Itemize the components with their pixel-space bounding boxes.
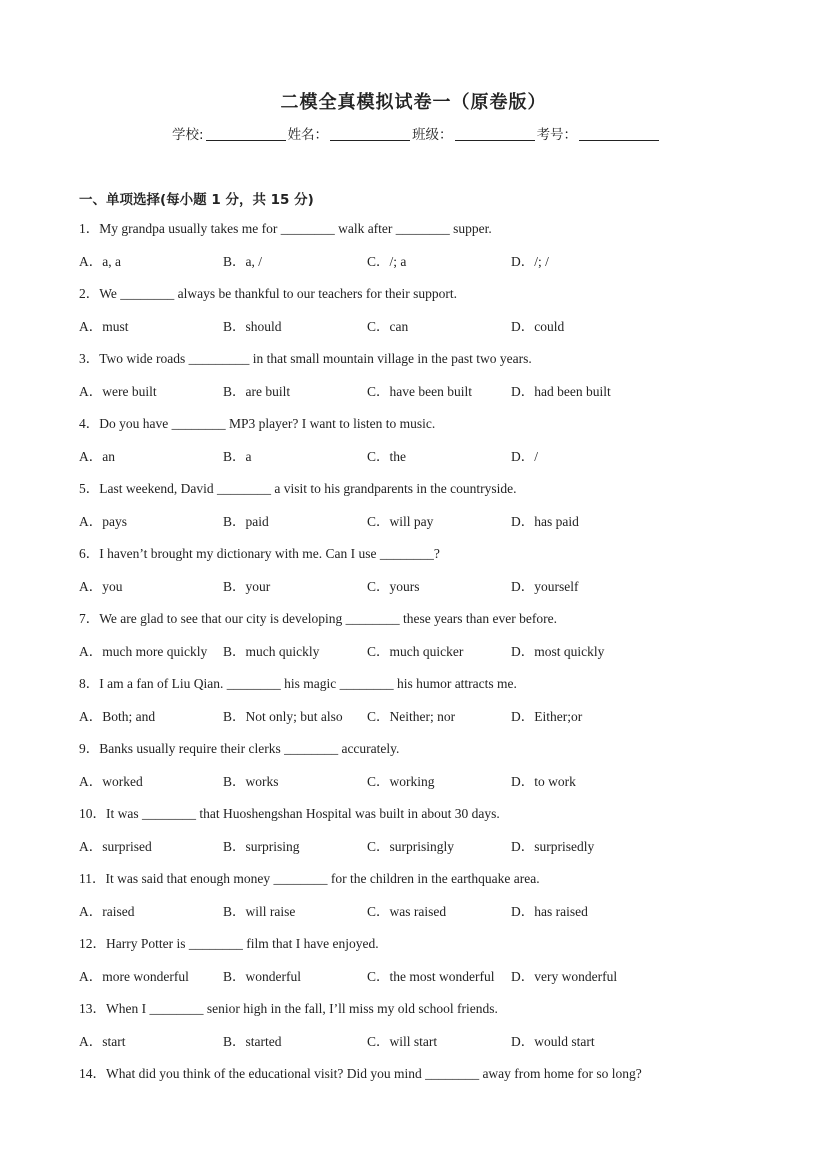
- option-a[interactable]: A．must: [79, 319, 129, 334]
- option-d[interactable]: D．has raised: [511, 904, 588, 919]
- options-row: [79, 640, 779, 658]
- option-c[interactable]: C．/; a: [367, 254, 407, 269]
- option-d[interactable]: D．/: [511, 449, 538, 464]
- question-text: 12．Harry Potter is ________ film that I have enjoyed.: [79, 936, 379, 951]
- option-c[interactable]: C．working: [367, 774, 435, 789]
- option-b[interactable]: B．a: [223, 449, 252, 464]
- option-d[interactable]: D．has paid: [511, 514, 579, 529]
- option-a[interactable]: A．were built: [79, 384, 157, 399]
- question-text: 2．We ________ always be thankful to our teachers for their support.: [79, 286, 457, 301]
- options-row: [79, 510, 779, 528]
- option-c[interactable]: C．the most wonderful: [367, 969, 495, 984]
- option-a[interactable]: A．worked: [79, 774, 143, 789]
- option-a[interactable]: A．much more quickly: [79, 644, 208, 659]
- question-text: 6．I haven’t brought my dictionary with me. Can I use ________?: [79, 546, 440, 561]
- option-d[interactable]: D．very wonderful: [511, 969, 618, 984]
- option-a[interactable]: A．Both; and: [79, 709, 156, 724]
- question-text: 13．When I ________ senior high in the fall, I’ll miss my old school friends.: [79, 1001, 498, 1016]
- page-title: 二模全真模拟试卷一（原卷版）: [280, 92, 547, 113]
- question-text: 5．Last weekend, David ________ a visit to his grandparents in the countryside.: [79, 481, 517, 496]
- options-row: [79, 445, 779, 463]
- option-a[interactable]: A．more wonderful: [79, 969, 189, 984]
- option-a[interactable]: A．start: [79, 1034, 126, 1049]
- option-d[interactable]: D．most quickly: [511, 644, 605, 659]
- option-c[interactable]: C．will pay: [367, 514, 434, 529]
- exam-number-field[interactable]: [579, 126, 659, 141]
- option-b[interactable]: B．will raise: [223, 904, 296, 919]
- option-a[interactable]: A．a, a: [79, 254, 121, 269]
- question-text: 3．Two wide roads _________ in that small mountain village in the past two years.: [79, 351, 532, 366]
- school-label: 学校:: [172, 127, 204, 143]
- option-a[interactable]: A．surprised: [79, 839, 152, 854]
- option-c[interactable]: C．can: [367, 319, 409, 334]
- options-row: [79, 835, 779, 853]
- question-text: 7．We are glad to see that our city is developing ________ these years than ever before.: [79, 611, 558, 626]
- option-c[interactable]: C．Neither; nor: [367, 709, 456, 724]
- exam-number-label: 考号：: [536, 127, 578, 143]
- option-c[interactable]: C．was raised: [367, 904, 447, 919]
- option-c[interactable]: C．the: [367, 449, 406, 464]
- option-b[interactable]: B．a, /: [223, 254, 262, 269]
- question-text: 11．It was said that enough money ________ for the children in the earthquake area.: [79, 871, 540, 886]
- section-heading: 一、单项选择(每小题 1 分，共 15 分): [79, 192, 314, 208]
- name-label: 姓名：: [287, 127, 329, 143]
- option-b[interactable]: B．Not only; but also: [223, 709, 343, 724]
- question-text: 9．Banks usually require their clerks ________ accurately.: [79, 741, 400, 756]
- option-d[interactable]: D．could: [511, 319, 565, 334]
- option-d[interactable]: D．to work: [511, 774, 576, 789]
- option-c[interactable]: C．much quicker: [367, 644, 464, 659]
- option-d[interactable]: D．surprisedly: [511, 839, 595, 854]
- option-a[interactable]: A．pays: [79, 514, 127, 529]
- school-field[interactable]: [206, 126, 286, 141]
- question-text: 4．Do you have ________ MP3 player? I want to listen to music.: [79, 416, 436, 431]
- name-field[interactable]: [330, 126, 410, 141]
- option-b[interactable]: B．paid: [223, 514, 269, 529]
- options-row: [79, 900, 779, 918]
- question-text: 8．I am a fan of Liu Qian. ________ his magic ________ his humor attracts me.: [79, 676, 517, 691]
- options-row: [79, 1030, 779, 1048]
- option-c[interactable]: C．surprisingly: [367, 839, 455, 854]
- option-c[interactable]: C．yours: [367, 579, 420, 594]
- option-d[interactable]: D．had been built: [511, 384, 611, 399]
- options-row: [79, 250, 779, 268]
- option-b[interactable]: B．works: [223, 774, 279, 789]
- option-d[interactable]: D．/; /: [511, 254, 549, 269]
- options-row: [79, 705, 779, 723]
- student-info-line: [172, 123, 661, 143]
- option-a[interactable]: A．you: [79, 579, 123, 594]
- option-b[interactable]: B．should: [223, 319, 282, 334]
- option-b[interactable]: B．are built: [223, 384, 291, 399]
- option-b[interactable]: B．started: [223, 1034, 282, 1049]
- options-row: [79, 965, 779, 983]
- option-d[interactable]: D．Either;or: [511, 709, 583, 724]
- option-d[interactable]: D．would start: [511, 1034, 595, 1049]
- question-text: 1．My grandpa usually takes me for ________ walk after ________ supper.: [79, 221, 492, 236]
- class-label: 班级：: [412, 127, 453, 143]
- options-row: [79, 315, 779, 333]
- option-d[interactable]: D．yourself: [511, 579, 579, 594]
- option-b[interactable]: B．much quickly: [223, 644, 320, 659]
- question-text: 14．What did you think of the educational visit? Did you mind ________ away from home for so long?: [79, 1066, 642, 1081]
- option-b[interactable]: B．wonderful: [223, 969, 301, 984]
- options-row: [79, 380, 779, 398]
- option-b[interactable]: B．your: [223, 579, 271, 594]
- option-b[interactable]: B．surprising: [223, 839, 300, 854]
- question-text: 10．It was ________ that Huoshengshan Hospital was built in about 30 days.: [79, 806, 500, 821]
- options-row: [79, 770, 779, 788]
- option-a[interactable]: A．raised: [79, 904, 135, 919]
- options-row: [79, 575, 779, 593]
- class-field[interactable]: [455, 126, 535, 141]
- option-a[interactable]: A．an: [79, 449, 115, 464]
- option-c[interactable]: C．have been built: [367, 384, 472, 399]
- option-c[interactable]: C．will start: [367, 1034, 438, 1049]
